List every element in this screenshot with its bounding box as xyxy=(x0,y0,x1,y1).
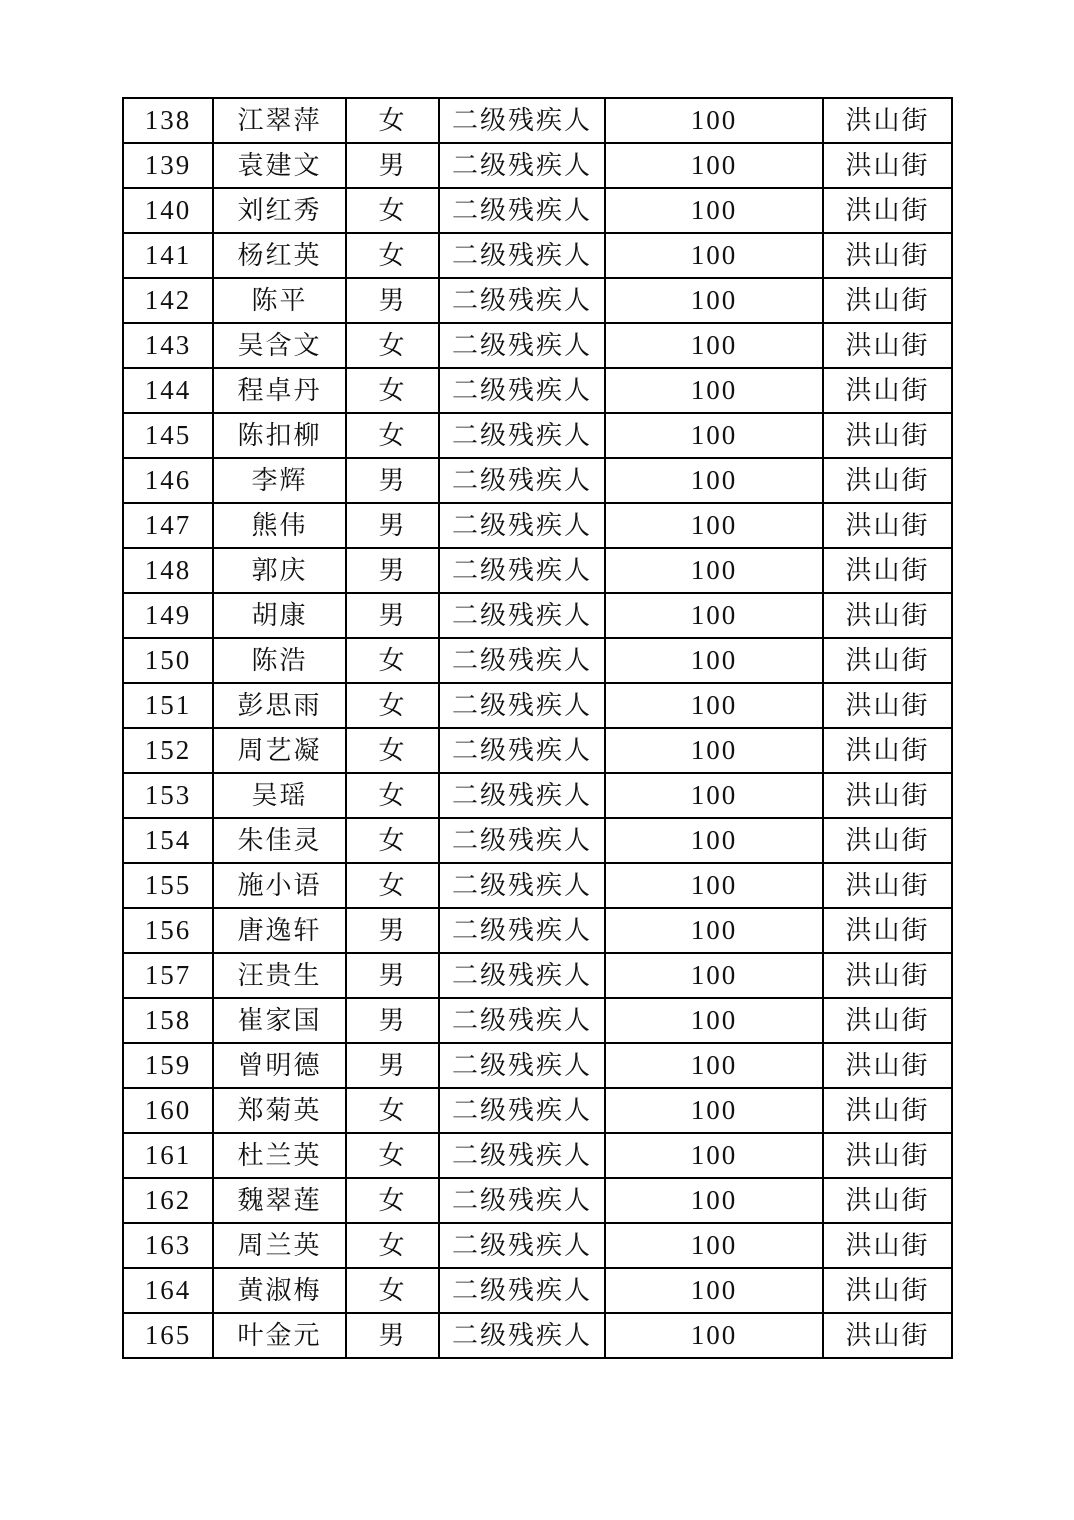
amount-cell: 100 xyxy=(605,593,823,638)
amount-cell: 100 xyxy=(605,1133,823,1178)
amount-cell: 100 xyxy=(605,1313,823,1358)
street-cell: 洪山街 xyxy=(823,1088,952,1133)
row-number-cell: 151 xyxy=(123,683,213,728)
category-cell: 二级残疾人 xyxy=(439,638,605,683)
amount-cell: 100 xyxy=(605,278,823,323)
street-cell: 洪山街 xyxy=(823,1313,952,1358)
table-row xyxy=(123,1088,952,1133)
amount-cell: 100 xyxy=(605,1268,823,1313)
name-cell: 吴瑶 xyxy=(213,773,346,818)
street-cell: 洪山街 xyxy=(823,683,952,728)
row-number-cell: 144 xyxy=(123,368,213,413)
row-number-cell: 159 xyxy=(123,1043,213,1088)
beneficiary-table xyxy=(122,97,953,1359)
street-cell: 洪山街 xyxy=(823,458,952,503)
street-cell: 洪山街 xyxy=(823,98,952,143)
table-row xyxy=(123,1133,952,1178)
category-cell: 二级残疾人 xyxy=(439,908,605,953)
street-cell: 洪山街 xyxy=(823,278,952,323)
gender-cell: 女 xyxy=(346,1223,439,1268)
amount-cell: 100 xyxy=(605,998,823,1043)
amount-cell: 100 xyxy=(605,1178,823,1223)
street-cell: 洪山街 xyxy=(823,998,952,1043)
gender-cell: 女 xyxy=(346,1088,439,1133)
table-row xyxy=(123,1178,952,1223)
name-cell: 陈浩 xyxy=(213,638,346,683)
street-cell: 洪山街 xyxy=(823,368,952,413)
street-cell: 洪山街 xyxy=(823,863,952,908)
table-row xyxy=(123,233,952,278)
gender-cell: 男 xyxy=(346,278,439,323)
name-cell: 程卓丹 xyxy=(213,368,346,413)
amount-cell: 100 xyxy=(605,638,823,683)
street-cell: 洪山街 xyxy=(823,548,952,593)
category-cell: 二级残疾人 xyxy=(439,188,605,233)
gender-cell: 男 xyxy=(346,593,439,638)
street-cell: 洪山街 xyxy=(823,323,952,368)
table-row xyxy=(123,818,952,863)
category-cell: 二级残疾人 xyxy=(439,1178,605,1223)
category-cell: 二级残疾人 xyxy=(439,458,605,503)
table-row xyxy=(123,368,952,413)
row-number-cell: 140 xyxy=(123,188,213,233)
name-cell: 陈平 xyxy=(213,278,346,323)
table-row xyxy=(123,908,952,953)
street-cell: 洪山街 xyxy=(823,1133,952,1178)
amount-cell: 100 xyxy=(605,188,823,233)
amount-cell: 100 xyxy=(605,908,823,953)
gender-cell: 男 xyxy=(346,998,439,1043)
category-cell: 二级残疾人 xyxy=(439,1313,605,1358)
street-cell: 洪山街 xyxy=(823,953,952,998)
amount-cell: 100 xyxy=(605,323,823,368)
row-number-cell: 141 xyxy=(123,233,213,278)
gender-cell: 女 xyxy=(346,818,439,863)
amount-cell: 100 xyxy=(605,728,823,773)
street-cell: 洪山街 xyxy=(823,908,952,953)
street-cell: 洪山街 xyxy=(823,1178,952,1223)
name-cell: 魏翠莲 xyxy=(213,1178,346,1223)
name-cell: 胡康 xyxy=(213,593,346,638)
table-row xyxy=(123,773,952,818)
amount-cell: 100 xyxy=(605,503,823,548)
row-number-cell: 157 xyxy=(123,953,213,998)
name-cell: 黄淑梅 xyxy=(213,1268,346,1313)
table-row xyxy=(123,188,952,233)
row-number-cell: 152 xyxy=(123,728,213,773)
amount-cell: 100 xyxy=(605,1223,823,1268)
gender-cell: 女 xyxy=(346,1178,439,1223)
street-cell: 洪山街 xyxy=(823,818,952,863)
category-cell: 二级残疾人 xyxy=(439,773,605,818)
row-number-cell: 145 xyxy=(123,413,213,458)
name-cell: 郭庆 xyxy=(213,548,346,593)
street-cell: 洪山街 xyxy=(823,503,952,548)
category-cell: 二级残疾人 xyxy=(439,503,605,548)
table-row xyxy=(123,458,952,503)
street-cell: 洪山街 xyxy=(823,593,952,638)
gender-cell: 男 xyxy=(346,953,439,998)
name-cell: 崔家国 xyxy=(213,998,346,1043)
gender-cell: 女 xyxy=(346,98,439,143)
row-number-cell: 154 xyxy=(123,818,213,863)
amount-cell: 100 xyxy=(605,863,823,908)
table-row xyxy=(123,413,952,458)
category-cell: 二级残疾人 xyxy=(439,323,605,368)
category-cell: 二级残疾人 xyxy=(439,953,605,998)
table-body xyxy=(123,98,952,1358)
gender-cell: 男 xyxy=(346,458,439,503)
category-cell: 二级残疾人 xyxy=(439,548,605,593)
table-row xyxy=(123,323,952,368)
name-cell: 江翠萍 xyxy=(213,98,346,143)
row-number-cell: 148 xyxy=(123,548,213,593)
amount-cell: 100 xyxy=(605,1088,823,1133)
name-cell: 熊伟 xyxy=(213,503,346,548)
category-cell: 二级残疾人 xyxy=(439,143,605,188)
name-cell: 叶金元 xyxy=(213,1313,346,1358)
street-cell: 洪山街 xyxy=(823,773,952,818)
name-cell: 周兰英 xyxy=(213,1223,346,1268)
row-number-cell: 142 xyxy=(123,278,213,323)
row-number-cell: 161 xyxy=(123,1133,213,1178)
row-number-cell: 164 xyxy=(123,1268,213,1313)
name-cell: 刘红秀 xyxy=(213,188,346,233)
gender-cell: 女 xyxy=(346,728,439,773)
category-cell: 二级残疾人 xyxy=(439,1133,605,1178)
gender-cell: 女 xyxy=(346,683,439,728)
row-number-cell: 149 xyxy=(123,593,213,638)
row-number-cell: 162 xyxy=(123,1178,213,1223)
name-cell: 杨红英 xyxy=(213,233,346,278)
category-cell: 二级残疾人 xyxy=(439,368,605,413)
street-cell: 洪山街 xyxy=(823,1268,952,1313)
street-cell: 洪山街 xyxy=(823,1043,952,1088)
gender-cell: 女 xyxy=(346,368,439,413)
gender-cell: 女 xyxy=(346,233,439,278)
row-number-cell: 158 xyxy=(123,998,213,1043)
category-cell: 二级残疾人 xyxy=(439,728,605,773)
amount-cell: 100 xyxy=(605,233,823,278)
amount-cell: 100 xyxy=(605,1043,823,1088)
row-number-cell: 163 xyxy=(123,1223,213,1268)
category-cell: 二级残疾人 xyxy=(439,818,605,863)
amount-cell: 100 xyxy=(605,953,823,998)
name-cell: 陈扣柳 xyxy=(213,413,346,458)
gender-cell: 女 xyxy=(346,1133,439,1178)
row-number-cell: 138 xyxy=(123,98,213,143)
name-cell: 杜兰英 xyxy=(213,1133,346,1178)
street-cell: 洪山街 xyxy=(823,1223,952,1268)
row-number-cell: 147 xyxy=(123,503,213,548)
table-row xyxy=(123,548,952,593)
gender-cell: 女 xyxy=(346,188,439,233)
street-cell: 洪山街 xyxy=(823,413,952,458)
amount-cell: 100 xyxy=(605,143,823,188)
gender-cell: 男 xyxy=(346,503,439,548)
row-number-cell: 155 xyxy=(123,863,213,908)
gender-cell: 女 xyxy=(346,863,439,908)
category-cell: 二级残疾人 xyxy=(439,233,605,278)
street-cell: 洪山街 xyxy=(823,188,952,233)
gender-cell: 女 xyxy=(346,323,439,368)
gender-cell: 女 xyxy=(346,773,439,818)
name-cell: 袁建文 xyxy=(213,143,346,188)
street-cell: 洪山街 xyxy=(823,233,952,278)
amount-cell: 100 xyxy=(605,683,823,728)
table-row xyxy=(123,863,952,908)
row-number-cell: 160 xyxy=(123,1088,213,1133)
name-cell: 汪贵生 xyxy=(213,953,346,998)
amount-cell: 100 xyxy=(605,368,823,413)
row-number-cell: 146 xyxy=(123,458,213,503)
table-row xyxy=(123,998,952,1043)
category-cell: 二级残疾人 xyxy=(439,1268,605,1313)
gender-cell: 女 xyxy=(346,638,439,683)
table-row xyxy=(123,1313,952,1358)
gender-cell: 男 xyxy=(346,1043,439,1088)
amount-cell: 100 xyxy=(605,413,823,458)
table-row xyxy=(123,953,952,998)
street-cell: 洪山街 xyxy=(823,638,952,683)
table-row xyxy=(123,143,952,188)
name-cell: 彭思雨 xyxy=(213,683,346,728)
table-row xyxy=(123,1043,952,1088)
row-number-cell: 139 xyxy=(123,143,213,188)
street-cell: 洪山街 xyxy=(823,143,952,188)
row-number-cell: 165 xyxy=(123,1313,213,1358)
table-row xyxy=(123,593,952,638)
row-number-cell: 153 xyxy=(123,773,213,818)
row-number-cell: 156 xyxy=(123,908,213,953)
name-cell: 周艺凝 xyxy=(213,728,346,773)
table-row xyxy=(123,1268,952,1313)
table-row xyxy=(123,278,952,323)
name-cell: 施小语 xyxy=(213,863,346,908)
gender-cell: 男 xyxy=(346,143,439,188)
amount-cell: 100 xyxy=(605,98,823,143)
category-cell: 二级残疾人 xyxy=(439,278,605,323)
name-cell: 郑菊英 xyxy=(213,1088,346,1133)
row-number-cell: 143 xyxy=(123,323,213,368)
name-cell: 曾明德 xyxy=(213,1043,346,1088)
name-cell: 吴含文 xyxy=(213,323,346,368)
table-row xyxy=(123,683,952,728)
category-cell: 二级残疾人 xyxy=(439,593,605,638)
gender-cell: 男 xyxy=(346,548,439,593)
amount-cell: 100 xyxy=(605,773,823,818)
table-row xyxy=(123,1223,952,1268)
table-row xyxy=(123,728,952,773)
amount-cell: 100 xyxy=(605,548,823,593)
table-row xyxy=(123,98,952,143)
category-cell: 二级残疾人 xyxy=(439,98,605,143)
street-cell: 洪山街 xyxy=(823,728,952,773)
name-cell: 李辉 xyxy=(213,458,346,503)
category-cell: 二级残疾人 xyxy=(439,1223,605,1268)
category-cell: 二级残疾人 xyxy=(439,998,605,1043)
table-row xyxy=(123,503,952,548)
category-cell: 二级残疾人 xyxy=(439,1088,605,1133)
category-cell: 二级残疾人 xyxy=(439,683,605,728)
amount-cell: 100 xyxy=(605,818,823,863)
gender-cell: 女 xyxy=(346,413,439,458)
category-cell: 二级残疾人 xyxy=(439,1043,605,1088)
gender-cell: 男 xyxy=(346,1313,439,1358)
name-cell: 朱佳灵 xyxy=(213,818,346,863)
amount-cell: 100 xyxy=(605,458,823,503)
category-cell: 二级残疾人 xyxy=(439,413,605,458)
category-cell: 二级残疾人 xyxy=(439,863,605,908)
gender-cell: 女 xyxy=(346,1268,439,1313)
row-number-cell: 150 xyxy=(123,638,213,683)
table-row xyxy=(123,638,952,683)
name-cell: 唐逸轩 xyxy=(213,908,346,953)
gender-cell: 男 xyxy=(346,908,439,953)
